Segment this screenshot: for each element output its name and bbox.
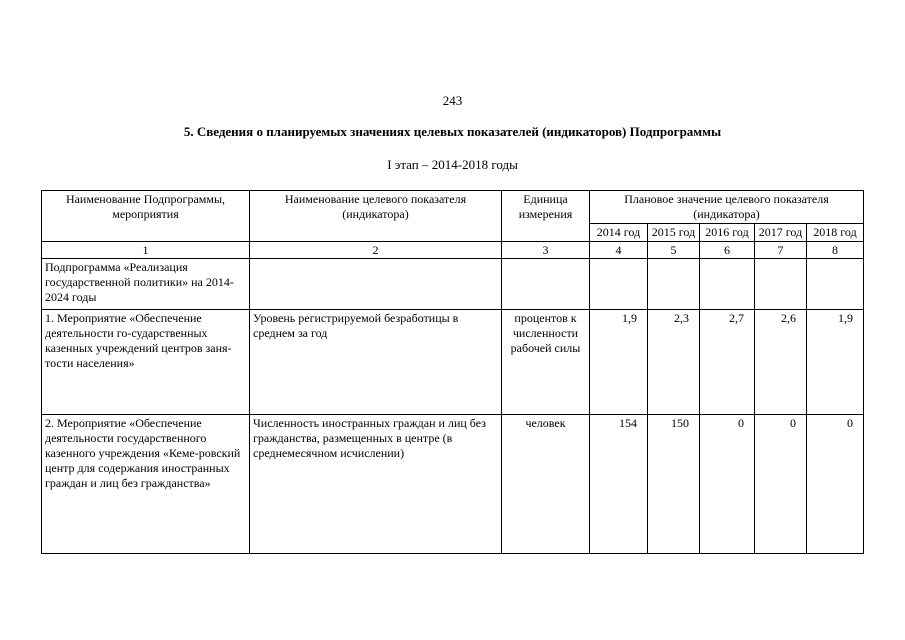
row-value: 2,6	[755, 310, 807, 415]
row-value: 0	[700, 415, 755, 554]
row-name: Подпрограмма «Реализация государственной политики» на 2014-2024 годы	[42, 259, 250, 310]
table-row	[42, 310, 864, 415]
row-indicator	[250, 259, 502, 310]
section-title: 5. Сведения о планируемых значениях целевых показателей (индикаторов) Подпрограммы	[183, 124, 722, 139]
row-unit: человек	[502, 415, 590, 554]
table-row	[42, 415, 864, 554]
row-value: 2,3	[648, 310, 700, 415]
column-number: 8	[807, 242, 864, 259]
row-value: 154	[590, 415, 648, 554]
page-number: 243	[442, 93, 463, 108]
column-number: 5	[648, 242, 700, 259]
row-value: 1,9	[807, 310, 864, 415]
stage-title: I этап – 2014-2018 годы	[387, 157, 518, 172]
row-value: 0	[807, 415, 864, 554]
header-name: Наименование Подпрограммы, мероприятия	[42, 191, 250, 242]
row-indicator: Уровень регистрируемой безработицы в среднем за год	[250, 310, 502, 415]
row-value	[648, 259, 700, 310]
row-indicator: Численность иностранных граждан и лиц без гражданства, размещенных в центре (в среднемесячном исчислении)	[250, 415, 502, 554]
row-value	[755, 259, 807, 310]
column-number: 7	[755, 242, 807, 259]
row-value	[807, 259, 864, 310]
header-year-2015: 2015 год	[648, 224, 700, 242]
row-name: 1. Мероприятие «Обеспечение деятельности го-сударственных казенных учреждений центров заня-тости населения»	[42, 310, 250, 415]
header-year-2014: 2014 год	[590, 224, 648, 242]
column-number: 4	[590, 242, 648, 259]
row-unit: процентов к численности рабочей силы	[502, 310, 590, 415]
column-number: 3	[502, 242, 590, 259]
indicators-table	[41, 190, 864, 554]
header-year-2018: 2018 год	[807, 224, 864, 242]
header-year-2016: 2016 год	[700, 224, 755, 242]
row-unit	[502, 259, 590, 310]
column-number: 1	[42, 242, 250, 259]
header-unit: Единица измерения	[502, 191, 590, 242]
header-year-2017: 2017 год	[755, 224, 807, 242]
header-planned: Плановое значение целевого показателя (индикатора)	[590, 191, 864, 224]
table-row	[42, 259, 864, 310]
row-value: 150	[648, 415, 700, 554]
row-value: 2,7	[700, 310, 755, 415]
row-value	[590, 259, 648, 310]
column-number-row	[42, 242, 864, 259]
row-name: 2. Мероприятие «Обеспечение деятельности государственного казенного учреждения «Кеме-ровский центр для содержания иностранных граждан и лиц без гражданства»	[42, 415, 250, 554]
row-value	[700, 259, 755, 310]
row-value: 0	[755, 415, 807, 554]
column-number: 2	[250, 242, 502, 259]
row-value: 1,9	[590, 310, 648, 415]
header-indicator: Наименование целевого показателя (индикатора)	[250, 191, 502, 242]
column-number: 6	[700, 242, 755, 259]
